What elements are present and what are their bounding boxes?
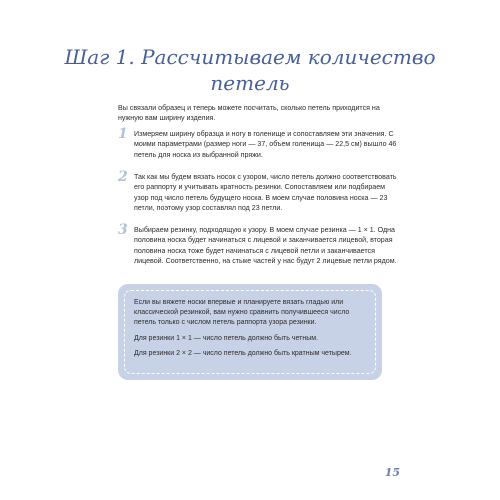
tip-paragraph: Если вы вяжете носки впервые и планируете вязать гладью или классической резинкой, вам нужно сравнить получившееся число петель только с числом петель раппорта узора резинки. xyxy=(134,299,350,327)
step-text: Так как мы будем вязать носок с узором, число петель должно соответствовать его раппорту и учитывать кратность резинки. Сопоставляем или подбираем узор под число петель будущего носка. В моем случае половина носка — 23 петли, поэтому узор составлял под 23 петли. xyxy=(134,173,397,213)
step-number: 2 xyxy=(118,169,128,185)
tip-paragraph: Для резинки 1 × 1 — число петель должно быть четным. xyxy=(134,334,319,342)
step-text: Измеряем ширину образца и ногу в голенище и сопоставляем эти значения. С моими параметрами (размер ноги — 37, объем голенища — 22,5 см) вышло 46 петель для носка из выбранной пряжи. xyxy=(134,130,397,159)
step-number: 1 xyxy=(118,126,128,142)
tip-paragraph: Для резинки 2 × 2 — число петель должно быть кратным четырем. xyxy=(134,349,352,357)
intro-paragraph: Вы связали образец и теперь можете посчитать, сколько петель приходится на нужную вам ширину изделия. xyxy=(118,104,380,123)
tip-text xyxy=(134,298,366,364)
step-number: 3 xyxy=(118,222,128,238)
page-number: 15 xyxy=(384,466,400,479)
tip-box xyxy=(118,284,382,380)
page-title: Шаг 1. Рассчитываем количество петель xyxy=(64,45,436,95)
step-text: Выбираем резинку, подходящую к узору. В моем случае резинка — 1 × 1. Одна половина носка будет начинаться с лицевой и заканчивается лицевой, вторая половина носка тоже будет начинаться с лицевой петли и заканчивается лицевой. Соответственно, на стыке частей у нас будут 2 лицевые петли рядом. xyxy=(134,226,397,266)
